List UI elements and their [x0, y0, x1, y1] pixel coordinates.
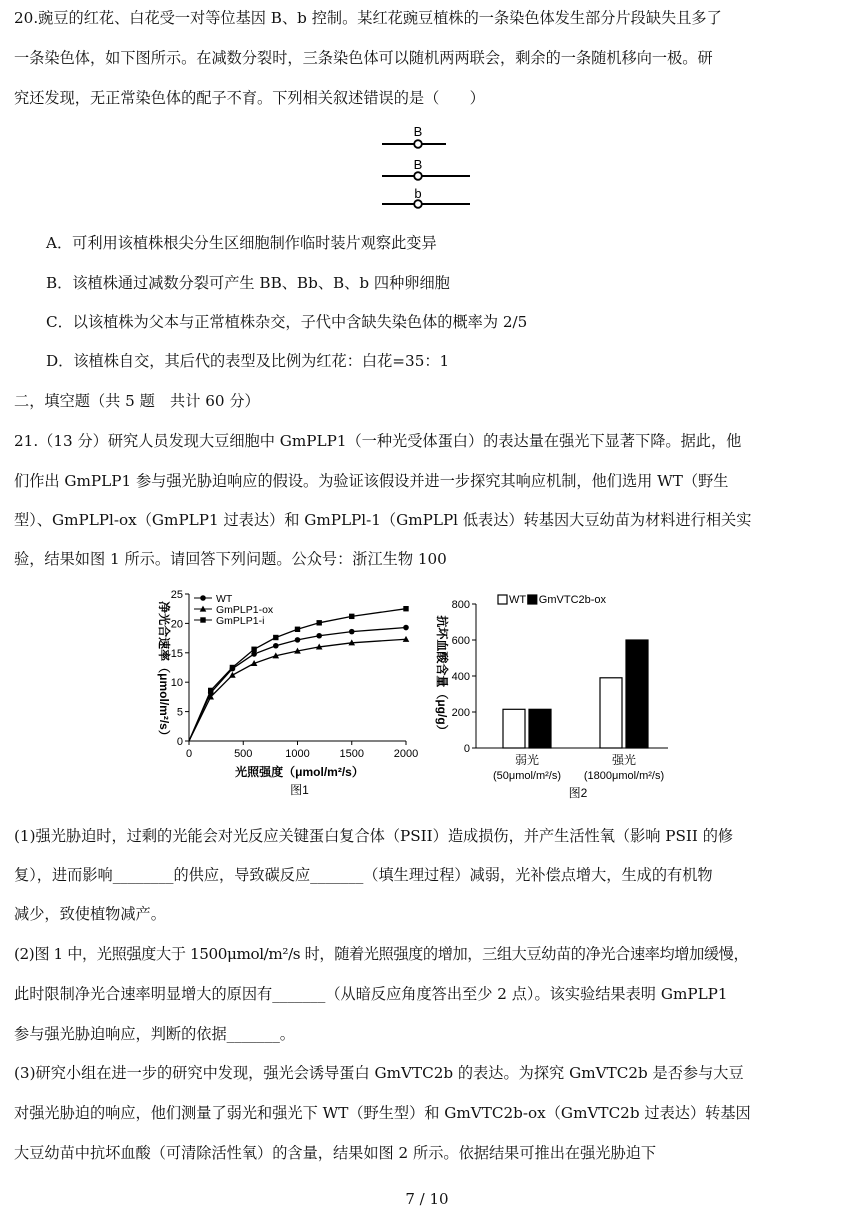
data-point-GmPLP1-i: [273, 635, 278, 640]
category-sublabel: (1800μmol/m²/s): [583, 770, 665, 782]
x-axis-label: 光照强度（μmol/m²/s）: [235, 765, 364, 779]
q21-sub2-line-3: 参与强光胁迫响应，判断的依据_______。: [14, 1025, 295, 1043]
chromosome-label-3: b: [414, 186, 422, 201]
q21-sub3-line-3: 大豆幼苗中抗坏血酸（可清除活性氧）的含量，结果如图 2 所示。依据结果可推出在强光胁迫下: [14, 1144, 657, 1162]
series-line-WT: [189, 628, 406, 741]
category-sublabel: (50μmol/m²/s): [492, 770, 562, 782]
data-point-WT: [403, 625, 409, 631]
q21-sub2-line-1: (2)图 1 中，光照强度大于 1500μmol/m²/s 时，随着光照强度的增加，三组大豆幼苗的净光合速率均增加缓慢，: [14, 945, 749, 963]
category-label: 强光: [611, 753, 637, 767]
page-number: 7 / 10: [405, 1190, 449, 1208]
q21-sub3-line-2: 对强光胁迫的响应，他们测量了弱光和强光下 WT（野生型）和 GmVTC2b-ox（GmVTC2b 过表达）转基因: [14, 1104, 751, 1122]
data-point-GmPLP1-ox: [229, 672, 236, 678]
chromosome-label-2: B: [413, 157, 423, 172]
data-point-GmPLP1-i: [349, 614, 354, 619]
x-tick-label: 1500: [339, 748, 364, 760]
centromere-2: [414, 172, 422, 180]
q21-stem-line-1: 21.（13 分）研究人员发现大豆细胞中 GmPLP1（一种光受体蛋白）的表达量在强光下显著下降。据此，他: [14, 432, 742, 450]
q21-sub1-line-1: (1)强光胁迫时，过剩的光能会对光反应关键蛋白复合体（PSII）造成损伤，并产生活性氧（影响 PSII 的修: [14, 827, 734, 845]
y-tick-label: 400: [451, 671, 470, 683]
centromere-1: [414, 140, 422, 148]
data-point-WT: [295, 637, 301, 643]
q21-stem-line-4: 验，结果如图 1 所示。请回答下列问题。公众号：浙江生物 100: [14, 550, 447, 568]
data-point-GmPLP1-i: [317, 620, 322, 625]
q20-option-c: C．以该植株为父本与正常植株杂交，子代中含缺失染色体的概率为 2/5: [46, 313, 528, 331]
legend-marker-GmPLP1-i: [200, 617, 205, 622]
figure-1-title: 图1: [290, 783, 309, 797]
data-point-GmPLP1-i: [251, 647, 256, 652]
q21-sub1-line-3: 减少，致使植物减产。: [14, 905, 166, 923]
y-tick-label: 800: [451, 599, 470, 611]
section-heading: 二，填空题（共 5 题 共计 60 分）: [14, 392, 260, 410]
y-tick-label: 20: [170, 618, 183, 631]
q20-option-d: D．该植株自交，其后代的表型及比例为红花：白花=35：1: [46, 352, 450, 370]
y-axis-label: 净光合速率（μmol/m²/s）: [157, 601, 171, 742]
data-point-WT: [349, 629, 355, 635]
legend-label-WT: WT: [509, 594, 527, 606]
data-point-WT: [251, 651, 257, 657]
data-point-GmPLP1-i: [208, 688, 213, 693]
figure-2-title: 图2: [568, 786, 588, 800]
q21-stem-line-2: 们作出 GmPLP1 参与强光胁迫响应的假设。为验证该假设并进一步探究其响应机制，他们选用 WT（野生: [14, 472, 729, 490]
y-tick-label: 15: [170, 647, 183, 660]
data-point-GmPLP1-i: [403, 606, 408, 611]
legend-swatch-GmVTC2b-ox: [528, 595, 537, 604]
y-tick-label: 10: [170, 677, 183, 690]
chromosome-label-1: B: [413, 124, 423, 139]
y-tick-label: 25: [170, 589, 183, 601]
legend-label-GmPLP1-i: GmPLP1-i: [216, 615, 265, 627]
y-tick-label: 0: [176, 736, 183, 748]
q20-stem-line-3: 究还发现，无正常染色体的配子不育。下列相关叙述错误的是（ ）: [14, 89, 485, 107]
series-line-GmPLP1-ox: [189, 639, 406, 741]
legend-swatch-WT: [498, 595, 507, 604]
q20-stem-line-2: 一条染色体，如下图所示。在减数分裂时，三条染色体可以随机两两联会，剩余的一条随机移向一极。研: [14, 49, 713, 67]
y-tick-label: 5: [176, 706, 183, 719]
q21-sub2-line-2: 此时限制净光合速率明显增大的原因有_______（从暗反应角度答出至少 2 点）。该实验结果表明 GmPLP1: [14, 985, 728, 1003]
legend-label-GmPLP1-ox: GmPLP1-ox: [216, 604, 274, 616]
q20-option-a: A．可利用该植株根尖分生区细胞制作临时装片观察此变异: [46, 234, 437, 252]
centromere-3: [414, 200, 422, 208]
q21-sub3-line-1: (3)研究小组在进一步的研究中发现，强光会诱导蛋白 GmVTC2b 的表达。为探究 GmVTC2b 是否参与大豆: [14, 1064, 744, 1082]
y-tick-label: 600: [451, 635, 470, 647]
bar-GmVTC2b-ox-强光: [626, 640, 648, 748]
data-point-WT: [273, 643, 279, 649]
q20-stem-line-1: 20.豌豆的红花、白花受一对等位基因 B、b 控制。某红花豌豆植株的一条染色体发生部分片段缺失且多了: [14, 9, 722, 27]
legend-marker-WT: [200, 595, 206, 601]
chromosome-figure: [370, 122, 480, 218]
x-tick-label: 2000: [393, 748, 419, 760]
data-point-GmPLP1-i: [295, 627, 300, 632]
bar-WT-强光: [600, 678, 622, 748]
y-tick-label: 0: [463, 743, 470, 755]
bar-WT-弱光: [503, 709, 525, 748]
legend-label-WT: WT: [216, 593, 233, 605]
figure-2-bar-chart: [428, 586, 678, 810]
q20-option-b: B．该植株通过减数分裂可产生 BB、Bb、B、b 四种卵细胞: [46, 274, 450, 292]
q21-stem-line-3: 型）、GmPLPl-ox（GmPLP1 过表达）和 GmPLPl-1（GmPLPl 低表达）转基因大豆幼苗为材料进行相关实: [14, 511, 752, 529]
y-axis-label: 抗坏血酸含量（μg/g）: [435, 615, 449, 737]
figure-1-line-chart: [146, 586, 426, 810]
x-tick-label: 1000: [285, 748, 310, 760]
data-point-WT: [316, 633, 322, 639]
bar-GmVTC2b-ox-弱光: [529, 709, 551, 748]
x-tick-label: 0: [185, 748, 193, 760]
q21-sub1-line-2: 复），进而影响________的供应，导致碳反应_______（填生理过程）减弱，光补偿点增大，生成的有机物: [14, 866, 713, 884]
data-point-GmPLP1-i: [230, 665, 235, 670]
y-tick-label: 200: [451, 707, 470, 719]
legend-label-GmVTC2b-ox: GmVTC2b-ox: [538, 594, 607, 606]
x-tick-label: 500: [234, 748, 253, 760]
category-label: 弱光: [514, 753, 540, 767]
